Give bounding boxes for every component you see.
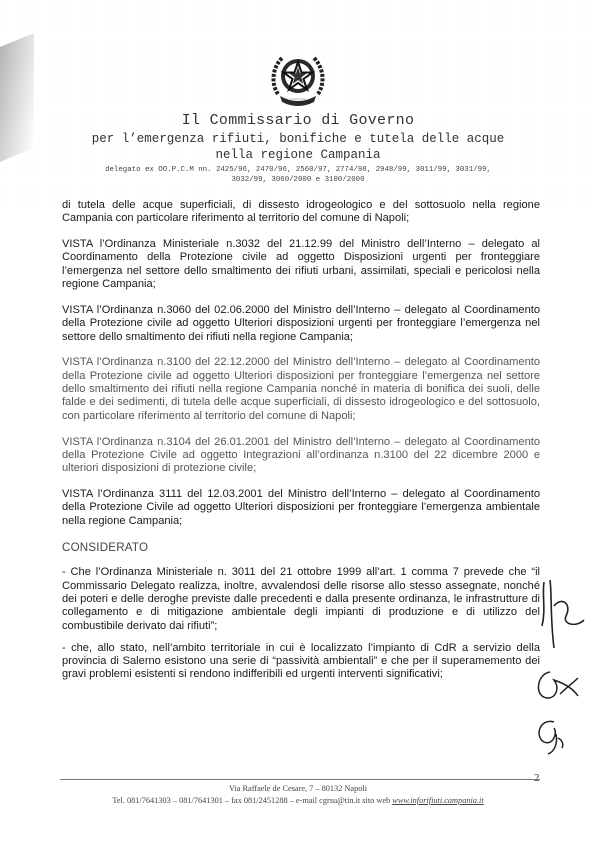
footer-divider [60,779,540,780]
authority-subtitle-1: per l’emergenza rifiuti, bonifiche e tutela delle acque [91,132,505,146]
section-heading-considerato: CONSIDERATO [62,540,149,554]
authority-title: Il Commissario di Governo [181,112,415,129]
paragraph-ordinance-3060: VISTA l’Ordinanza n.3060 del 02.06.2000 del Ministro dell’Interno – delegato al Coordinamento della Protezione civile ad oggetto Ulteriori disposizioni urgenti per fronteggiare l’emergenza nel settore dello smaltimento dei rifiuti nella regione Campania; [62,303,540,343]
authority-subtitle-2: nella regione Campania [215,148,381,162]
delegation-line-1: delegato ex OO.P.C.M nn. 2425/96, 2470/96, 2560/97, 2774/98, 2948/99, 3011/99, 3031/99, [105,166,491,174]
footer-contacts: Tel. 081/7641303 – 081/7641301 – fax 081/2451288 – e-mail cgrsu@tin.it sito web [112,796,391,805]
footer-address: Via Raffaele de Cesare, 7 – 80132 Napoli [228,784,368,793]
republic-emblem-icon [268,48,328,110]
page-number: 2 [534,772,540,784]
delegation-line-2: 3032/99, 3060/2000 e 3100/2000 [231,176,365,184]
paragraph-ordinance-3111: VISTA l’Ordinanza 3111 del 12.03.2001 del Ministro dell’Interno – delegato al Coordinamento della Protezione Civile ad oggetto Ulteriori disposizioni per fronteggiare l’emergenza ambientale nella regione Campania; [62,488,540,527]
handwritten-initials-icon [536,576,588,654]
paragraph-ordinance-3032: VISTA l’Ordinanza Ministeriale n.3032 del 21.12.99 del Ministro dell’Interno – delegato al Coordinamento della Protezione civile ad oggetto Disposizioni urgenti per fronteggiare l’emergenza nel settore dello smaltimento dei rifiuti urbani, assimilati, speciali e pericolosi nella regione Campania; [62,238,540,291]
paragraph-ordinance-3100: VISTA l’Ordinanza n.3100 del 22.12.2000 del Ministro dell’Interno – delegato al Coordinamento della Protezione civile ad oggetto Ulteriori disposizioni per fronteggiare l’emergenza nel settore dello smaltimento dei rifiuti nella regione Campania nonché in materia di bonifica dei suoli, delle falde e dei sedimenti, di tutela delle acque superficiali, di dissesto idrogeologico e del sottosuolo, con particolare riferimento al territorio del comune di Napoli; [62,356,540,422]
paragraph-considerato-1: - Che l’Ordinanza Ministeriale n. 3011 del 21 ottobre 1999 all’art. 1 comma 7 prevede che “il Commissario Delegato realizza, inoltre, avvalendosi delle risorse allo stesso assegnate, nonché dei poteri e delle deroghe previste dalle precedenti e dalla presente ordinanza, le infrastrutture di collegamento e di mitigazione ambientale degli impianti di produzione e di utilizzo del combustibile derivato dai rifiuti”; [62,566,540,632]
paragraph-considerato-2: - che, allo stato, nell’ambito territoriale in cui è localizzato l’impianto di CdR a servizio della provincia di Salerno esistono una serie di “passività ambientali” e che per il superamemento dei gravi problemi esistenti si rendono indifferibili ed urgenti interventi significativi; [62,641,540,681]
handwritten-signature-icon [530,668,580,708]
paragraph-ordinance-3104: VISTA l’Ordinanza n.3104 del 26.01.2001 del Ministro dell’Interno – delegato al Coordinamento della Protezione Civile ad oggetto Integrazioni all’ordinanza n.3100 del 22 dicembre 2000 e ulteriori disposizioni di protezione civile; [62,435,540,475]
footer-contacts-line [0,796,596,805]
handwritten-mark-icon [528,714,568,758]
footer-website-link[interactable]: www.inforifiuti.campania.it [392,796,484,805]
paragraph-continuation: di tutela delle acque superficiali, di dissesto idrogeologico e del sottosuolo nella regione Campania con particolare riferimento al territorio del comune di Napoli; [62,199,540,225]
document-body [62,199,540,694]
